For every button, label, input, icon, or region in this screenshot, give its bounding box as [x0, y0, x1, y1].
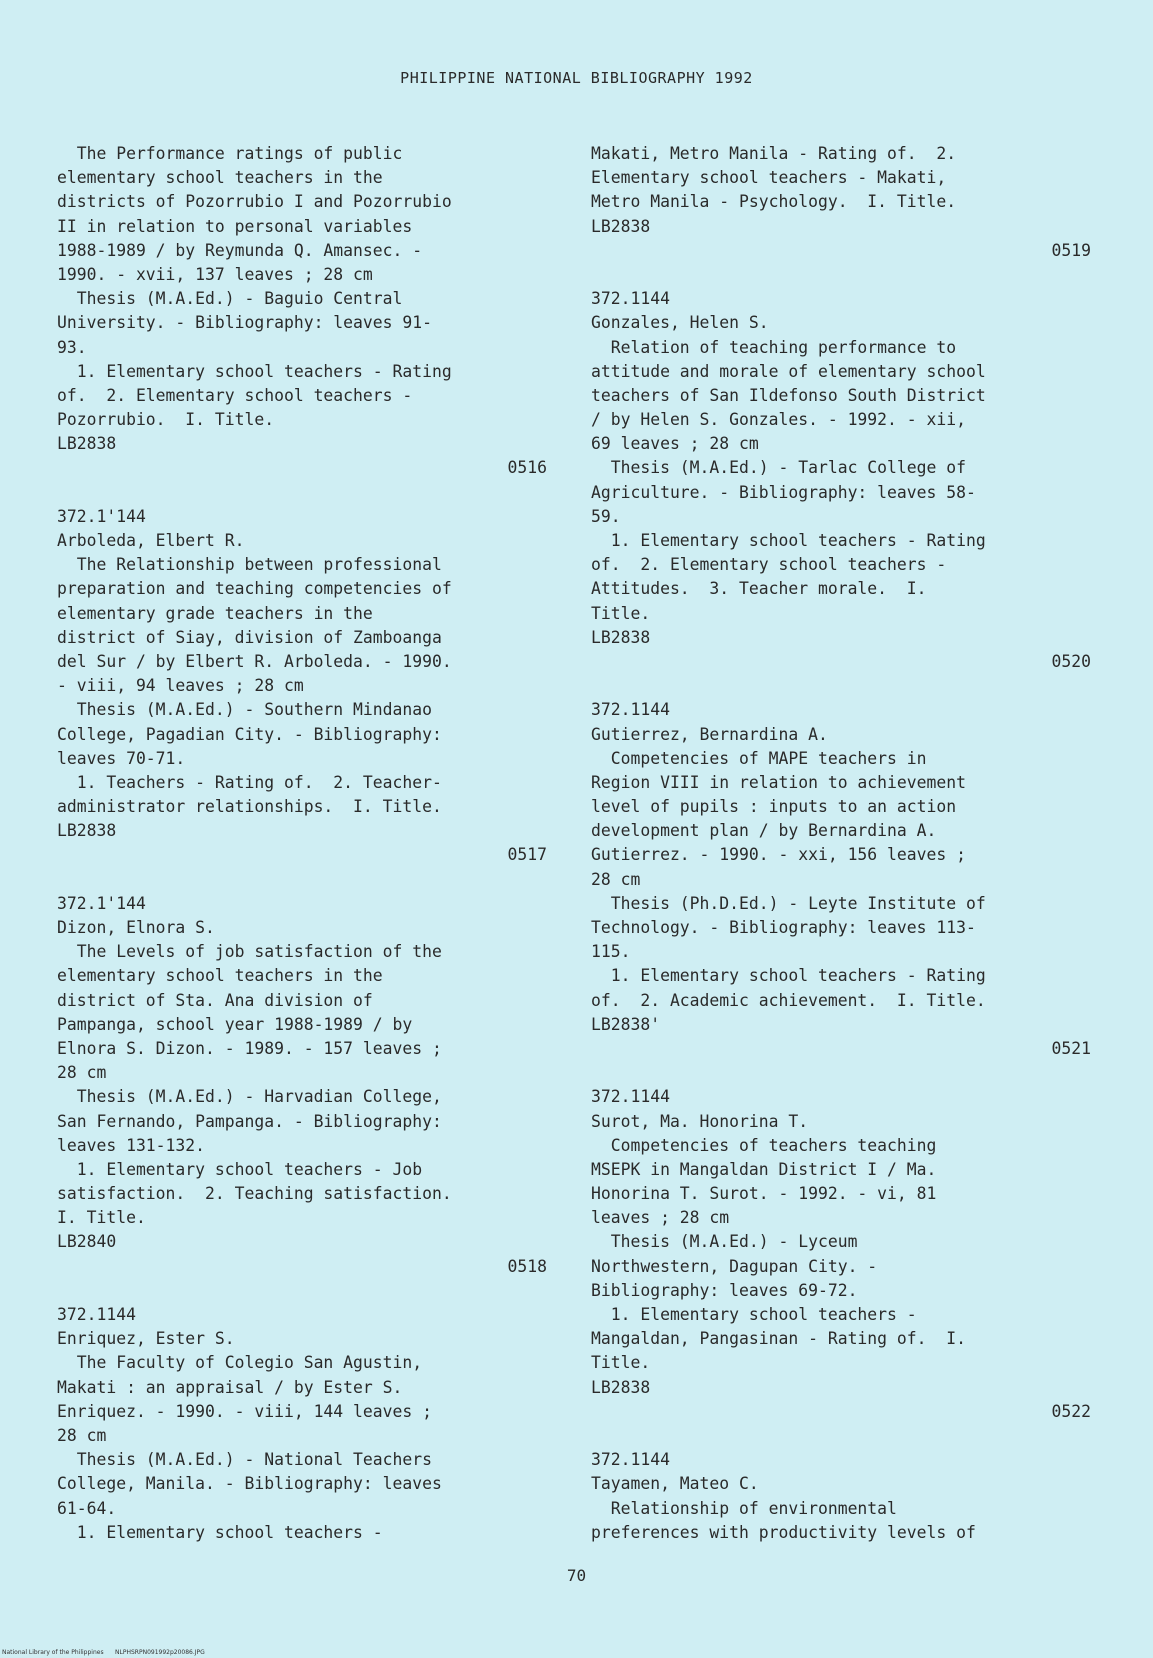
entry-line: Thesis (M.A.Ed.) - Baguio Central — [57, 289, 403, 309]
entry-line: 28 cm — [57, 1425, 107, 1445]
entry-line: LB2840 — [57, 1232, 117, 1252]
entry-line: Bibliography: leaves 69-72. — [591, 1280, 858, 1300]
entry-line: Gonzales, Helen S. — [591, 313, 769, 333]
entry-line: preparation and teaching competencies of — [57, 579, 452, 599]
entry-line: Arboleda, Elbert R. — [57, 531, 245, 550]
entry-line: attitude and morale of elementary school — [591, 361, 986, 381]
page-number: 70 — [566, 1566, 587, 1585]
entry-line: Region VIII in relation to achievement — [591, 772, 966, 792]
entry-number: 0521 — [1051, 1038, 1091, 1058]
entry-line: administrator relationships. I. Title. — [57, 797, 442, 817]
entry-line: 372.1144 — [57, 1305, 136, 1324]
entry-block — [591, 698, 1091, 1061]
footer-source: National Library of the Philippines — [2, 1649, 104, 1656]
entry-line: 93. — [57, 337, 87, 357]
entry-line: Pampanga, school year 1988-1989 / by — [57, 1014, 413, 1034]
entry-line: teachers of San Ildefonso South District — [591, 385, 986, 405]
footer-file: NLPHSRPN091992p20086.JPG — [115, 1649, 205, 1656]
entry-number: 0518 — [507, 1256, 547, 1276]
entry-line: elementary grade teachers in the — [57, 603, 373, 623]
entry-line: preferences with productivity levels of — [591, 1522, 976, 1542]
entry-line: development plan / by Bernardina A. — [591, 821, 937, 841]
entry-line: Honorina T. Surot. - 1992. - vi, 81 — [591, 1184, 937, 1204]
entry-line: Elementary school teachers - Makati, — [591, 168, 947, 188]
entry-line: Thesis (Ph.D.Ed.) - Leyte Institute of — [591, 893, 986, 913]
entry-line: I. Title. — [57, 1208, 146, 1228]
entry-line: 1. Elementary school teachers - Rating — [57, 361, 452, 381]
entry-line: LB2838 — [57, 821, 117, 841]
entry-block — [57, 892, 547, 1279]
entry-line: 1. Elementary school teachers - Rating — [591, 966, 986, 986]
page-header: PHILIPPINE NATIONAL BIBLIOGRAPHY 1992 — [400, 69, 753, 87]
entry-line: Pozorrubio. I. Title. — [57, 410, 275, 430]
entry-line: 115. — [591, 942, 631, 962]
entry-line: Thesis (M.A.Ed.) - Southern Mindanao — [57, 700, 432, 720]
entry-line: districts of Pozorrubio I and Pozorrubio — [57, 192, 452, 212]
entry-block — [57, 505, 547, 868]
entry-block — [591, 142, 1091, 263]
entry-line: 372.1144 — [591, 1087, 670, 1107]
entry-line: Mangaldan, Pangasinan - Rating of. I. — [591, 1329, 966, 1349]
entry-line: Attitudes. 3. Teacher morale. I. — [591, 579, 927, 599]
entry-line: The Faculty of Colegio San Agustin, — [57, 1353, 423, 1373]
entry-line: 372.1'144 — [57, 893, 146, 913]
entry-line: Gutierrez, Bernardina A. — [591, 724, 828, 744]
entry-line: Relation of teaching performance to — [591, 337, 957, 357]
entry-line: leaves ; 28 cm — [591, 1208, 730, 1228]
entry-line: University. - Bibliography: leaves 91- — [57, 313, 432, 333]
entry-line: MSEPK in Mangaldan District I / Ma. — [591, 1159, 937, 1179]
entry-line: 1. Elementary school teachers - Job — [57, 1159, 423, 1179]
entry-block — [57, 142, 547, 481]
entry-number: 0522 — [1051, 1401, 1091, 1421]
entry-line: 1988-1989 / by Reymunda Q. Amansec. - — [57, 240, 423, 260]
entry-line: 1. Elementary school teachers - — [57, 1522, 383, 1542]
entry-line: The Performance ratings of public — [57, 144, 403, 163]
entry-line: Title. — [591, 1353, 651, 1373]
entry-line: 28 cm — [591, 869, 641, 889]
entry-line: of. 2. Elementary school teachers - — [591, 555, 947, 575]
entry-line: 28 cm — [57, 1063, 107, 1083]
entry-line: College, Manila. - Bibliography: leaves — [57, 1474, 442, 1494]
entry-line: LB2838' — [591, 1014, 661, 1034]
entry-line: Makati, Metro Manila - Rating of. 2. — [591, 144, 957, 163]
entry-line: Title. — [591, 603, 651, 623]
entry-line: 372.1144 — [591, 289, 670, 309]
entry-line: satisfaction. 2. Teaching satisfaction. — [57, 1184, 452, 1204]
entry-line: Thesis (M.A.Ed.) - Harvadian College, — [57, 1087, 442, 1107]
entry-line: 372.1144 — [591, 1450, 670, 1470]
entry-line: district of Siay, division of Zamboanga — [57, 627, 442, 647]
entry-line: LB2838 — [591, 216, 651, 236]
entry-line: level of pupils : inputs to an action — [591, 797, 957, 817]
entry-line: Tayamen, Mateo C. — [591, 1474, 759, 1494]
entry-line: Thesis (M.A.Ed.) - Lyceum — [591, 1232, 858, 1252]
entry-line: LB2838 — [591, 1377, 651, 1397]
right-column — [591, 142, 1091, 1545]
entry-line: / by Helen S. Gonzales. - 1992. - xii, — [591, 410, 966, 430]
entry-line: elementary school teachers in the — [57, 966, 383, 986]
entry-line: 372.1'144 — [57, 506, 146, 526]
entry-line: Northwestern, Dagupan City. - — [591, 1256, 878, 1276]
entry-line: elementary school teachers in the — [57, 168, 383, 188]
entry-block — [591, 1448, 1091, 1545]
entry-line: 1. Teachers - Rating of. 2. Teacher- — [57, 772, 442, 792]
entry-number: 0520 — [1051, 651, 1091, 671]
entry-line: - viii, 94 leaves ; 28 cm — [57, 676, 304, 696]
entry-line: The Levels of job satisfaction of the — [57, 942, 442, 962]
entry-line: 59. — [591, 506, 621, 526]
entry-line: LB2838 — [57, 434, 117, 454]
entry-line: Enriquez, Ester S. — [57, 1329, 235, 1349]
entry-line: Dizon, Elnora S. — [57, 918, 215, 937]
entry-number: 0517 — [507, 845, 547, 865]
entry-line: leaves 131-132. — [57, 1135, 206, 1155]
entry-line: LB2838 — [591, 627, 651, 647]
entry-line: del Sur / by Elbert R. Arboleda. - 1990. — [57, 651, 452, 671]
entry-number: 0519 — [1051, 240, 1091, 260]
entry-line: San Fernando, Pampanga. - Bibliography: — [57, 1111, 442, 1131]
entry-line: 1990. - xvii, 137 leaves ; 28 cm — [57, 264, 373, 284]
entry-line: Competencies of teachers teaching — [591, 1135, 937, 1155]
entry-line: 69 leaves ; 28 cm — [591, 434, 759, 454]
left-column — [57, 142, 547, 1545]
entry-line: Thesis (M.A.Ed.) - National Teachers — [57, 1450, 432, 1470]
entry-line: 1. Elementary school teachers - — [591, 1305, 917, 1324]
entry-line: 372.1144 — [591, 700, 670, 720]
entry-block — [57, 1303, 547, 1545]
entry-line: 1. Elementary school teachers - Rating — [591, 531, 986, 550]
entry-line: district of Sta. Ana division of — [57, 990, 373, 1010]
entry-line: II in relation to personal variables — [57, 216, 413, 236]
entry-line: Relationship of environmental — [591, 1498, 897, 1518]
entry-block — [591, 1085, 1091, 1424]
entry-number: 0516 — [507, 458, 547, 478]
entry-line: Technology. - Bibliography: leaves 113- — [591, 918, 976, 937]
entry-line: Gutierrez. - 1990. - xxi, 156 leaves ; — [591, 845, 966, 865]
footer — [2, 1649, 205, 1656]
entry-line: Agriculture. - Bibliography: leaves 58- — [591, 482, 976, 502]
entry-line: Enriquez. - 1990. - viii, 144 leaves ; — [57, 1401, 432, 1421]
entry-line: Competencies of MAPE teachers in — [591, 748, 927, 768]
entry-line: leaves 70-71. — [57, 748, 186, 768]
entry-line: of. 2. Elementary school teachers - — [57, 385, 413, 405]
entry-line: Surot, Ma. Honorina T. — [591, 1111, 809, 1131]
entry-block — [591, 287, 1091, 674]
entry-line: 61-64. — [57, 1498, 117, 1518]
entry-line: Makati : an appraisal / by Ester S. — [57, 1377, 403, 1397]
entry-line: The Relationship between professional — [57, 555, 442, 575]
entry-line: Elnora S. Dizon. - 1989. - 157 leaves ; — [57, 1038, 442, 1058]
entry-line: Metro Manila - Psychology. I. Title. — [591, 192, 957, 212]
entry-line: Thesis (M.A.Ed.) - Tarlac College of — [591, 458, 966, 478]
entry-line: of. 2. Academic achievement. I. Title. — [591, 990, 986, 1010]
entry-line: College, Pagadian City. - Bibliography: — [57, 724, 442, 744]
